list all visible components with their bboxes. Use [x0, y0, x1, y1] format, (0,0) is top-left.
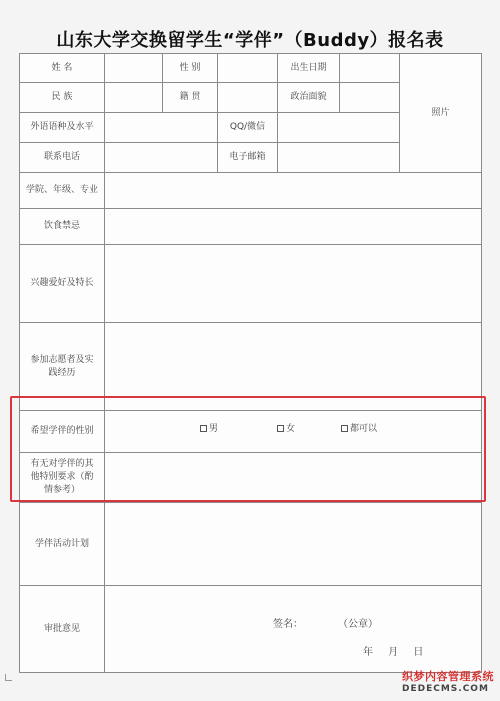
label-gender: 性 别 — [163, 54, 218, 83]
label-phone: 联系电话 — [20, 143, 105, 173]
label-diet: 饮食禁忌 — [20, 209, 105, 245]
label-political: 政治面貌 — [278, 83, 340, 113]
label-volunteer: 参加志愿者及实践经历 — [20, 323, 105, 411]
highlight-box — [10, 396, 486, 502]
value-gender[interactable] — [218, 54, 278, 83]
label-hometown: 籍 贯 — [163, 83, 218, 113]
label-birthdate: 出生日期 — [278, 54, 340, 83]
value-birthdate[interactable] — [340, 54, 400, 83]
watermark-url: DEDECMS.COM — [402, 684, 489, 694]
label-photo: 照片 — [431, 107, 450, 118]
corner-mark — [5, 674, 12, 681]
label-hobby: 兴趣爱好及特长 — [20, 245, 105, 323]
label-buddy-gender: 希望学伴的性别 — [20, 411, 105, 453]
label-email: 电子邮箱 — [218, 143, 278, 173]
value-name[interactable] — [105, 54, 163, 83]
value-ethnicity[interactable] — [105, 83, 163, 113]
watermark-title: 织梦内容管理系统 — [402, 670, 494, 683]
approval-box[interactable] — [105, 586, 482, 673]
value-qq[interactable] — [278, 113, 400, 143]
value-email[interactable] — [278, 143, 400, 173]
option-either[interactable]: 都可以 — [341, 423, 377, 436]
registration-form-table — [19, 53, 482, 673]
value-political[interactable] — [340, 83, 400, 113]
value-school[interactable] — [105, 173, 482, 209]
label-approval: 审批意见 — [20, 586, 105, 673]
date-line: 年 月 日 — [363, 647, 424, 658]
option-female[interactable]: 女 — [277, 423, 295, 436]
form-title: 山东大学交换留学生“学伴”（Buddy）报名表 — [56, 30, 444, 51]
option-male[interactable]: 男 — [200, 423, 218, 436]
label-activity-plan: 学伴活动计划 — [20, 503, 105, 586]
value-language[interactable] — [105, 113, 218, 143]
value-diet[interactable] — [105, 209, 482, 245]
label-ethnicity: 民 族 — [20, 83, 105, 113]
signature-line: 签名： （公章） — [273, 619, 378, 630]
label-other-requirements: 有无对学伴的其他特别要求（酌情参考） — [20, 453, 105, 503]
seal-label: （公章） — [337, 619, 378, 630]
label-qq: QQ/微信 — [218, 113, 278, 143]
value-phone[interactable] — [105, 143, 218, 173]
photo-box[interactable] — [400, 54, 482, 173]
watermark — [402, 668, 494, 694]
value-hometown[interactable] — [218, 83, 278, 113]
label-school: 学院、年级、专业 — [20, 173, 105, 209]
value-activity-plan[interactable] — [105, 503, 482, 586]
label-language: 外语语种及水平 — [20, 113, 105, 143]
label-name: 姓 名 — [20, 54, 105, 83]
value-hobby[interactable] — [105, 245, 482, 323]
